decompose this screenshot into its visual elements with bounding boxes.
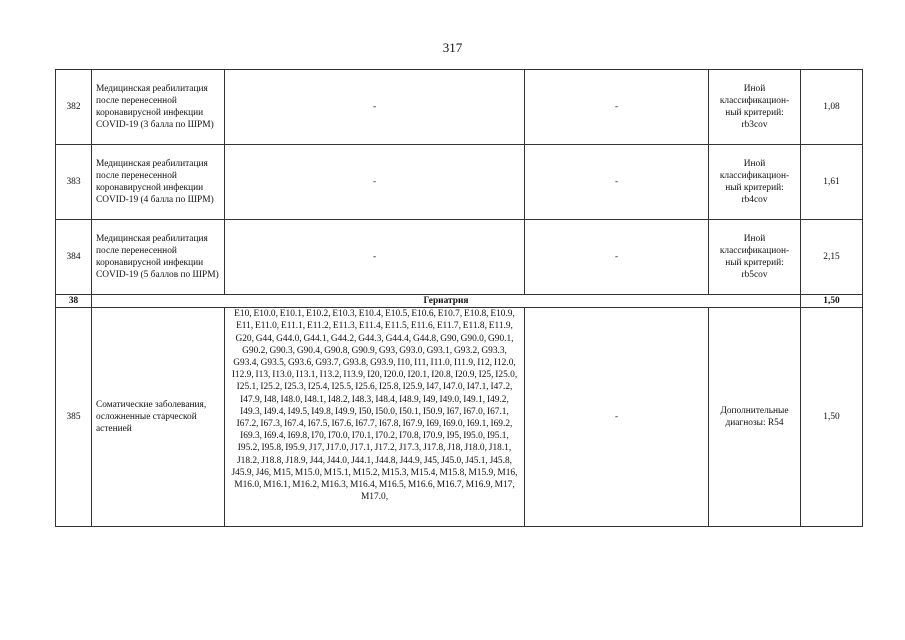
tariff-table <box>55 69 863 527</box>
section-row <box>56 295 863 308</box>
row-criteria: Иной классификацион-ный критерий: rb5cov <box>709 220 801 295</box>
table-row <box>56 220 863 295</box>
row-coefficient: 1,50 <box>801 308 863 527</box>
row-criteria: Иной классификацион-ный критерий: rb4cov <box>709 145 801 220</box>
row-procedures: - <box>525 145 709 220</box>
row-criteria: Иной классификацион-ный критерий: rb3cov <box>709 70 801 145</box>
row-number: 383 <box>56 145 92 220</box>
row-codes: - <box>225 70 525 145</box>
row-codes: - <box>225 220 525 295</box>
row-coefficient: 1,61 <box>801 145 863 220</box>
row-number: 384 <box>56 220 92 295</box>
table-row <box>56 145 863 220</box>
row-name: Соматические заболевания, осложненные старческой астенией <box>92 308 225 527</box>
row-name: Медицинская реабилитация после перенесенной коронавирусной инфекции COVID-19 (5 баллов по ШРМ) <box>92 220 225 295</box>
row-procedures: - <box>525 70 709 145</box>
row-name: Медицинская реабилитация после перенесенной коронавирусной инфекции COVID-19 (3 балла по ШРМ) <box>92 70 225 145</box>
row-name: Медицинская реабилитация после перенесенной коронавирусной инфекции COVID-19 (4 балла по ШРМ) <box>92 145 225 220</box>
row-number: 385 <box>56 308 92 527</box>
row-coefficient: 1,08 <box>801 70 863 145</box>
row-procedures: - <box>525 220 709 295</box>
row-procedures: - <box>525 308 709 527</box>
row-criteria: Дополнительные диагнозы: R54 <box>709 308 801 527</box>
section-title: Гериатрия <box>92 295 801 308</box>
row-coefficient: 2,15 <box>801 220 863 295</box>
table-row <box>56 70 863 145</box>
row-number: 382 <box>56 70 92 145</box>
section-coefficient: 1,50 <box>801 295 863 308</box>
table-row <box>56 308 863 527</box>
page-number: 317 <box>442 40 463 55</box>
row-codes: - <box>225 145 525 220</box>
row-codes: E10, E10.0, E10.1, E10.2, E10.3, E10.4, E10.5, E10.6, E10.7, E10.8, E10.9, E11, E11.0, E11.1, E11.2, E11.3, E11.4, E11.5, E11.6, E11.7, E11.8, E11.9, G20, G44, G44.0, G44.1, G44.2, G44.3, G44.4, G44.8, G90, G90.0, G90.1, G90.2, G90.3, G90.4, G90.8, G90.9, G93, G93.0, G93.1, G93.2, G93.3, G93.4, G93.5, G93.6, G93.7, G93.8, G93.9, I10, I11, I11.0, I11.9, I12, I12.0, I12.9, I13, I13.0, I13.1, I13.2, I13.9, I20, I20.0, I20.1, I20.8, I20.9, I25, I25.0, I25.1, I25.2, I25.3, I25.4, I25.5, I25.6, I25.8, I25.9, I47, I47.0, I47.1, I47.2, I47.9, I48, I48.0, I48.1, I48.2, I48.3, I48.4, I48.9, I49, I49.0, I49.1, I49.2, I49.3, I49.4, I49.5, I49.8, I49.9, I50, I50.0, I50.1, I50.9, I67, I67.0, I67.1, I67.2, I67.3, I67.4, I67.5, I67.6, I67.7, I67.8, I67.9, I69, I69.0, I69.1, I69.2, I69.3, I69.4, I69.8, I70, I70.0, I70.1, I70.2, I70.8, I70.9, I95, I95.0, I95.1, I95.2, I95.8, I95.9, J17, J17.0, J17.1, J17.2, J17.3, J17.8, J18, J18.0, J18.1, J18.2, J18.8, J18.9, J44, J44.0, J44.1, J44.8, J44.9, J45, J45.0, J45.1, J45.8, J45.9, J46, M15, M15.0, M15.1, M15.2, M15.3, M15.4, M15.8, M15.9, M16, M16.0, M16.1, M16.2, M16.3, M16.4, M16.5, M16.6, M16.7, M16.9, M17, M17.0, <box>225 308 525 527</box>
section-number: 38 <box>56 295 92 308</box>
